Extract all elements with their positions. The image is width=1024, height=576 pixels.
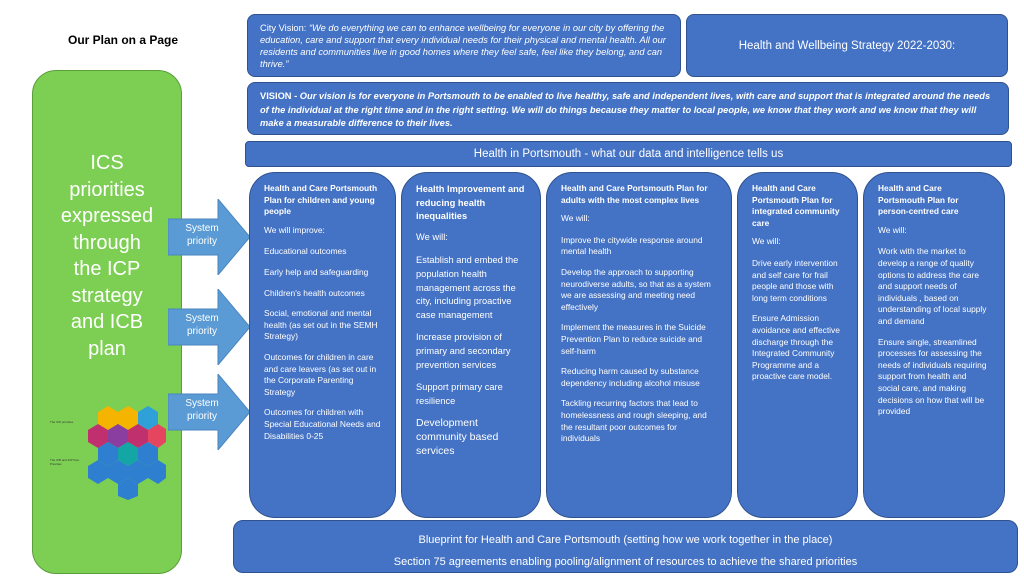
health-data-banner-text: Health in Portsmouth - what our data and intelligence tells us [473,148,784,160]
hex-note-1-text: The ICP priorities [50,420,74,424]
ics-line: through [73,231,141,254]
column-item: Ensure Admission avoidance and effective discharge through the Integrated Community Programme and a proactive care model. [752,313,840,382]
hex-note-2-text: The ICB and ICP Five Priorities [50,458,80,466]
column-item: Outcomes for children with Special Educational Needs and Disabilities 0-25 [264,407,381,441]
column-item: Early help and safeguarding [264,266,369,277]
column-heading: Health and Care Portsmouth Plan for adults with the most complex lives [561,183,708,205]
column-intro: We will: [878,224,907,235]
column-intro: We will: [561,213,590,224]
column-person-centred-care [863,172,1005,518]
column-item: Increase provision of primary and secondary prevention services [416,332,511,370]
column-heading: Health Improvement and reducing health inequalities [416,184,525,222]
city-vision-label: City Vision: [260,23,307,33]
ics-line: plan [88,337,126,360]
column-heading: Health and Care Portsmouth Plan for children and young people [264,183,378,217]
column-item: Develop the approach to supporting neurodiverse adults, so that as a system we are assessing and meeting need effectively [561,266,711,312]
hexagon-cluster-icon [88,406,166,500]
column-item: Social, emotional and mental health (as set out in the SEMH Strategy) [264,308,378,342]
city-vision-text: “We do everything we can to enhance wellbeing for everyone in our city by offering the education, care and support that every individual needs for their physical and mental health. All our residents and communities live in good homes where they feel safe, feel like they belong, and can thrive.” [260,23,666,69]
system-priority-arrow [168,289,250,365]
column-item: Reducing harm caused by substance dependency including alcohol misuse [561,366,700,388]
column-item: Support primary care resilience [416,382,503,406]
column-item: Tackling recurring factors that lead to homelessness and rough sleeping, and the resultant poor outcomes for individuals [561,398,707,444]
ics-line: priorities [69,178,145,201]
ics-line: the ICP [73,258,141,280]
strategy-title-box [686,14,1008,77]
health-data-banner [245,141,1012,167]
column-item: Educational outcomes [264,246,347,257]
vision-text: Our vision is for everyone in Portsmouth to be enabled to live healthy, safe and independent lives, with care and support that is integrated around the needs of the individual at the right time and in the right setting. We will do things because they matter to local people, we know that they work and we know that they will make a measurable difference to their lives. [260,91,991,128]
column-heading: Health and Care Portsmouth Plan for person-centred care [878,183,959,217]
system-priority-label: System priority [185,398,219,422]
column-children-young-people [249,172,396,518]
column-item: Establish and embed the population health management across the city, including proactive case management [416,255,519,320]
column-item: Children's health outcomes [264,287,365,298]
ics-priorities-text [32,150,182,362]
column-intro: We will improve: [264,224,325,235]
page-title: Our Plan on a Page [68,33,179,47]
column-item: Improve the citywide response around mental health [561,234,703,257]
blueprint-banner [233,520,1018,573]
hex-note-1 [50,420,84,424]
column-item: Implement the measures in the Suicide Prevention Plan to reduce suicide and self-harm [561,322,706,356]
column-item: Ensure single, streamlined processes for assessing the needs of individuals requiring support from health and social care, and making decisions on how that will be provided [878,336,987,417]
column-intro: We will: [416,231,448,242]
column-intro: We will: [752,236,781,247]
ics-line: strategy [71,284,143,307]
priorities-hex-graphic [86,404,166,500]
column-adults-complex-lives [546,172,732,518]
blueprint-line-2: Section 75 agreements enabling pooling/alignment of resources to achieve the shared priorities [393,556,858,568]
system-priority-arrow [168,374,250,450]
column-item: Development community based services [416,417,499,457]
ics-line: and ICB [70,311,144,333]
ics-line: ICS [90,152,124,174]
strategy-title: Health and Wellbeing Strategy 2022-2030: [738,39,956,52]
column-item: Outcomes for children in care and care leavers (as set out in the Corporate Parenting Strategy [264,351,377,397]
system-priority-arrow [168,199,250,275]
column-item: Work with the market to develop a range of quality options to address the care and support needs of individuals , based on understanding of local supply and demand [878,246,987,326]
column-health-improvement [401,172,541,518]
system-priority-label: System priority [185,313,219,337]
vision-box [247,82,1009,135]
ics-line: expressed [60,205,154,227]
column-item: Drive early intervention and self care for frail people and those with long term conditions [752,257,838,303]
column-integrated-community-care [737,172,858,518]
blueprint-line-1: Blueprint for Health and Care Portsmouth (setting how we work together in the place) [418,534,833,546]
column-heading: Health and Care Portsmouth Plan for integrated community care [752,183,840,228]
hex-note-2 [50,458,84,466]
city-vision-box [247,14,681,77]
vision-label: VISION - [260,91,300,101]
system-priority-label: System priority [185,223,219,247]
